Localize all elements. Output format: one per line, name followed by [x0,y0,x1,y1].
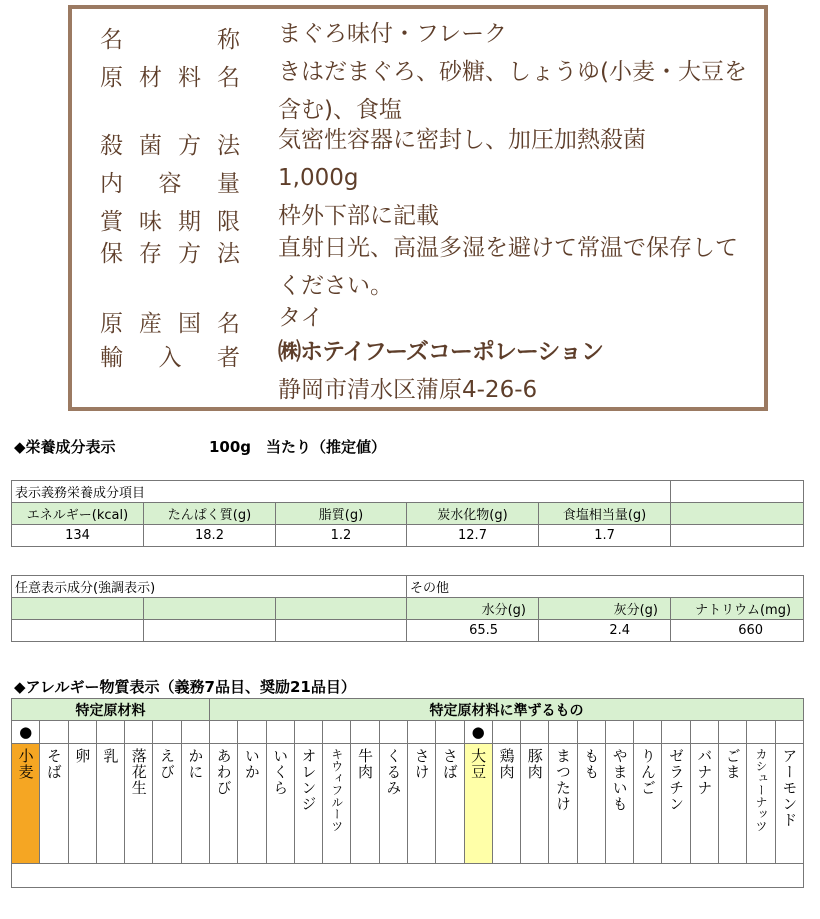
label-key-char: 保 [100,241,123,267]
allergen-item-name: さば [440,748,459,780]
allergen-item [379,744,407,864]
allergen-item [577,744,605,864]
allergen-item-name: 乳 [101,748,120,764]
allergen-item-name: 牛肉 [356,748,375,780]
label-key-char: 方 [178,241,201,267]
empty-cell [671,481,804,503]
label-key-char: 材 [139,65,162,91]
other-value: 65.5 [407,620,539,642]
label-key-char: 名 [100,27,123,53]
required-header: 表示義務栄養成分項目 [12,481,671,503]
label-value-text: 1,000g [278,165,359,191]
allergen-item-name: かに [186,748,205,780]
allergen-mark-cell [209,721,237,744]
label-key-char: 国 [178,311,201,337]
allergen-mark-cell [294,721,322,744]
allergen-item [775,744,803,864]
allergen-item-name: アーモンド [780,748,799,828]
allergen-item-name: 落花生 [129,748,148,796]
allergen-item [407,744,435,864]
allergen-mark-cell [266,721,294,744]
label-key [100,59,240,92]
label-value-text: 枠外下部に記載 [278,203,439,229]
allergen-mark-cell [436,721,464,744]
other-value: 660 [671,620,804,642]
label-key-char: 称 [217,27,240,53]
allergen-item [238,744,266,864]
label-key-char: 料 [178,65,201,91]
allergen-mark-cell [68,721,96,744]
product-label-box [68,5,768,411]
other-value: 2.4 [539,620,671,642]
allergen-item-name: そば [44,748,63,780]
label-value-text: 気密性容器に密封し、加圧加熱殺菌 [278,127,646,153]
label-value [278,333,758,409]
label-key-char: 入 [158,345,182,371]
allergen-item [294,744,322,864]
allergen-item-name: やまいも [610,748,629,812]
label-key [100,339,240,372]
label-key-char: 賞 [100,209,123,235]
allergen-item [125,744,153,864]
label-key [100,21,240,54]
label-value [278,159,758,197]
required-nutrition-table [11,480,804,547]
allergen-mark-cell [125,721,153,744]
allergen-item [96,744,124,864]
optional-col-empty [12,598,144,620]
label-key-char: 法 [217,241,240,267]
allergen-mark-cell [323,721,351,744]
allergen-item [266,744,294,864]
optional-val-empty [12,620,144,642]
label-key [100,235,240,268]
nutrient-column-header: エネルギー(kcal) [12,503,144,525]
allergen-item-name: もも [582,748,601,780]
allergen-item [464,744,492,864]
allergen-mark: ● [471,723,485,741]
allergen-mark-cell [521,721,549,744]
label-value-text: きはだまぐろ、砂糖、しょうゆ(小麦・大豆を含む)、食塩 [278,59,747,123]
nutrient-column-header: たんぱく質(g) [144,503,276,525]
label-key [100,305,240,338]
nutrient-value: 1.7 [539,525,671,547]
allergen-mark-cell [549,721,577,744]
label-key-char: 名 [217,65,240,91]
allergen-item-name: キウィフルーツ [329,748,344,832]
nutrition-basis: 100g 当たり（推定値） [209,438,387,456]
allergen-item-name: いくら [271,748,290,796]
other-column-header: 灰分(g) [539,598,671,620]
label-value [278,53,758,129]
label-key-char: 味 [139,209,162,235]
allergen-group-recommended: 特定原材料に準ずるもの [209,699,803,721]
importer-address: 静岡市清水区蒲原4-26-6 [278,377,538,403]
allergen-mark-cell [690,721,718,744]
allergen-mark-cell [12,721,40,744]
label-key-char: 容 [158,171,182,197]
allergen-item-name: 豚肉 [525,748,544,780]
label-key-char: 内 [100,171,123,197]
label-key-char: 量 [217,171,240,197]
label-key-char: 存 [139,241,162,267]
label-key-char: 名 [217,311,240,337]
label-key-char: 期 [178,209,201,235]
label-value [278,15,758,53]
allergen-item-name: いか [242,748,261,780]
allergen-item-name: まつたけ [554,748,572,812]
allergen-mark-cell [464,721,492,744]
nutrient-value: 134 [12,525,144,547]
label-value [278,299,758,337]
label-key-char: 法 [217,133,240,159]
allergen-item [719,744,747,864]
label-key-char: 菌 [139,133,162,159]
allergen-item [436,744,464,864]
allergen-item-name: 鶏肉 [497,748,516,780]
allergen-item [690,744,718,864]
allergen-item [153,744,181,864]
optional-col-empty [276,598,407,620]
optional-val-empty [276,620,407,642]
allergen-item-name: カシューナッツ [753,748,768,832]
allergen-item-name: 卵 [73,748,92,764]
allergen-item [12,744,40,864]
allergen-item [323,744,351,864]
allergen-mark-cell [492,721,520,744]
allergen-mark-cell [747,721,775,744]
allergen-mark-cell [605,721,633,744]
allergen-item [747,744,775,864]
allergen-mark-cell [379,721,407,744]
label-key-char: 原 [100,65,123,91]
allergen-mark-cell [634,721,662,744]
allergen-item [68,744,96,864]
allergen-group-required: 特定原材料 [12,699,210,721]
allergen-table [11,698,804,888]
allergen-mark: ● [19,723,33,741]
allergen-item-name: 小麦 [16,748,35,780]
allergen-item-name: ごま [723,748,742,780]
optional-val-empty [144,620,276,642]
nutrition-title [14,436,116,457]
label-key-char: 者 [217,345,240,371]
nutrient-column-header: 食塩相当量(g) [539,503,671,525]
allergen-item-name: えび [158,748,177,780]
allergen-item-name: バナナ [695,748,714,796]
allergen-item [549,744,577,864]
nutrient-value: 12.7 [407,525,539,547]
optional-nutrition-table [11,575,804,642]
other-header: その他 [407,576,804,598]
allergen-item-name: りんご [638,748,657,796]
allergen-mark-cell [181,721,209,744]
label-key-char: 限 [217,209,240,235]
allergen-mark-cell [662,721,690,744]
allergen-title: ◆アレルギー物質表示（義務7品目、奨励21品目） [14,678,356,696]
allergen-footer-row [12,864,804,888]
label-key-char: 輸 [100,345,123,371]
empty-cell [671,525,804,547]
allergen-item-name: オレンジ [299,748,318,812]
label-value [278,229,758,305]
allergen-item [181,744,209,864]
allergen-mark-cell [238,721,266,744]
label-key-char: 産 [139,311,162,337]
allergen-item-name: ゼラチン [667,748,686,812]
allergen-item [634,744,662,864]
allergen-item [492,744,520,864]
label-value-text: まぐろ味付・フレーク [278,21,508,47]
allergen-item-name: 大豆 [469,748,488,780]
allergen-item-name: さけ [412,748,431,780]
allergen-mark-cell [40,721,68,744]
empty-cell [671,503,804,525]
label-key-char: 原 [100,311,123,337]
other-column-header: ナトリウム(mg) [671,598,804,620]
label-value [278,121,758,159]
allergen-item [351,744,379,864]
nutrient-column-header: 脂質(g) [276,503,407,525]
nutrient-column-header: 炭水化物(g) [407,503,539,525]
allergen-item [662,744,690,864]
optional-col-empty [144,598,276,620]
nutrient-value: 1.2 [276,525,407,547]
allergen-item-name: くるみ [384,748,403,796]
allergen-mark-cell [153,721,181,744]
label-key-char: 方 [178,133,201,159]
label-key [100,165,240,198]
allergen-mark-cell [407,721,435,744]
label-key-char: 殺 [100,133,123,159]
other-column-header: 水分(g) [407,598,539,620]
allergen-mark-cell [719,721,747,744]
allergen-mark-cell [96,721,124,744]
optional-header: 任意表示成分(強調表示) [12,576,407,598]
label-value-text: タイ [278,305,324,331]
allergen-item-name: あわび [214,748,233,796]
allergen-item [40,744,68,864]
allergen-item [521,744,549,864]
allergen-mark-cell [351,721,379,744]
nutrition-title-text: ◆栄養成分表示 [14,438,116,456]
allergen-mark-cell [775,721,803,744]
label-key [100,203,240,236]
label-value-text: ㈱ホテイフーズコーポレーション [278,339,603,365]
label-key [100,127,240,160]
allergen-item [209,744,237,864]
nutrient-value: 18.2 [144,525,276,547]
label-value-text: 直射日光、高温多湿を避けて常温で保存してください。 [278,235,738,299]
allergen-item [605,744,633,864]
allergen-mark-cell [577,721,605,744]
